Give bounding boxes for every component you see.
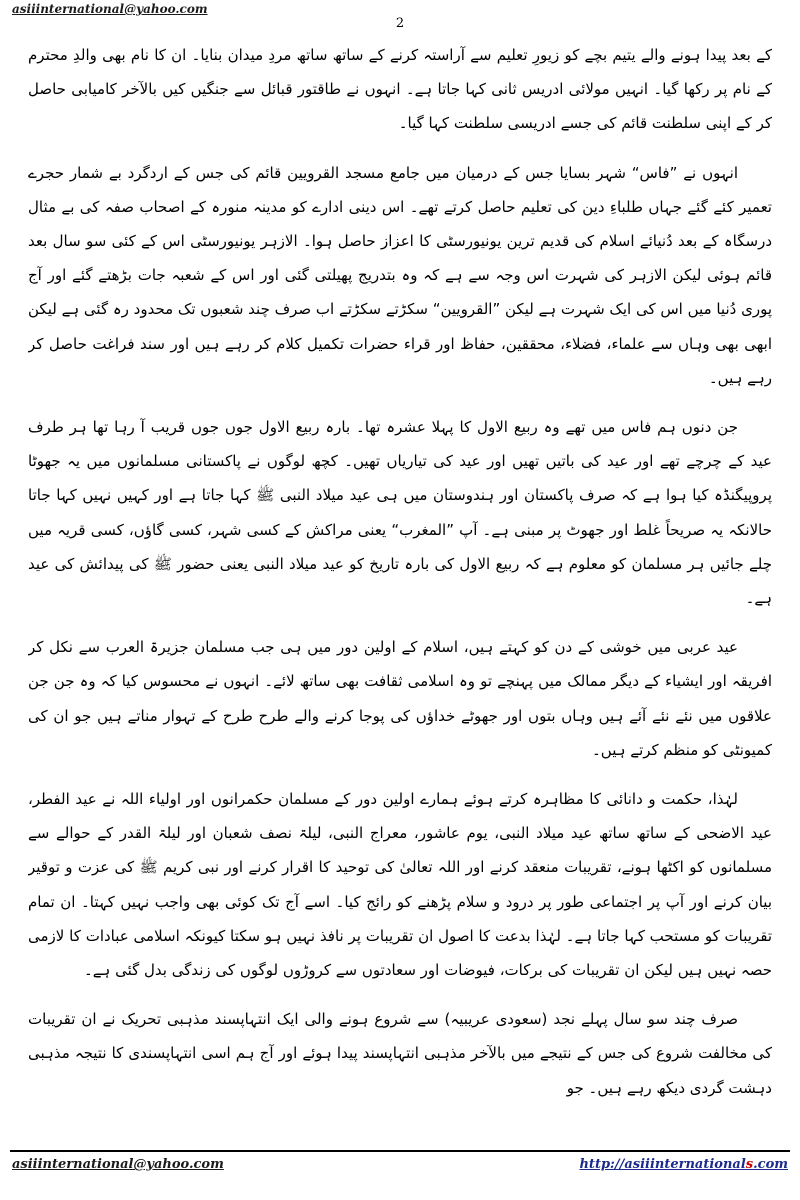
paragraph-3: جن دنوں ہم فاس میں تھے وہ ربیع الاول کا پہلا عشرہ تھا۔ بارہ ربیع الاول جوں جوں قریب آ رہا تھا ہر طرف عید کے چرچے تھے اور عید کی باتیں تھیں اور عید کی تیاریاں تھیں۔ کچھ لوگوں نے پاکستانی مسلمانوں میں یہ جھوٹا پروپیگنڈہ کیا ہوا ہے کہ صرف پاکستان اور ہندوستان میں ہی عید میلاد النبی ﷺ کہا جاتا ہے اور کہیں نہیں کہا جاتا حالانکہ یہ صریحاً غلط اور جھوٹ پر مبنی ہے۔ آپ ”المغرب“ یعنی مراکش کے کسی شہر، کسی گاؤں، کسی قریہ میں چلے جائیں ہر مسلمان کو معلوم ہے کہ ربیع الاول کی بارہ تاریخ کو عید میلاد النبی یعنی حضور ﷺ کی پیدائش کی عید ہے۔	[28, 418, 772, 608]
header-email-link[interactable]: asiiinternational@yahoo.com	[12, 2, 208, 16]
paragraph-4: عید عربی میں خوشی کے دن کو کہتے ہیں، اسلام کے اولین دور میں ہی جب مسلمان جزیرۃ العرب سے نکل کر افریقہ اور ایشیاء کے دیگر ممالک میں پہنچے تو وہ اسلامی ثقافت بھی ساتھ لائے۔ انہوں نے محسوس کیا کہ وہ جن جن علاقوں میں نئے نئے آئے ہیں وہاں بتوں اور جھوٹے خداؤں کی پوجا کرنے والے طرح طرح کے تہوار مناتے ہیں جو ان کی کمیونٹی کو منظم کرتے ہیں۔	[28, 638, 772, 759]
footer-website-link[interactable]	[579, 1157, 788, 1172]
footer-divider	[10, 1150, 790, 1152]
footer-url-part-3: .com	[753, 1157, 788, 1172]
paragraph-1: کے بعد پیدا ہونے والے یتیم بچے کو زیورِ تعلیم سے آراستہ کرنے کے ساتھ ساتھ مردِ میدان بنایا۔ ان کا نام بھی والدِ محترم کے نام پر رکھا گیا۔ انہیں مولائی ادریس ثانی کہا جاتا ہے۔ انہوں نے طاقتور قبائل سے جنگیں کیں بالآخر کامیابی حاصل کر کے اپنی سلطنت قائم کی جسے ادریسی سلطنت کہا گیا۔	[28, 46, 772, 133]
page-number: 2	[395, 16, 405, 31]
document-body	[28, 38, 772, 1138]
paragraph-2: انہوں نے ”فاس“ شہر بسایا جس کے درمیان میں جامع مسجد القرویین قائم کی جس کے اردگرد بے شمار حجرے تعمیر کئے گئے جہاں طلباءِ دین کی تعلیم حاصل کرتے تھے۔ اس دینی ادارے کو مدینہ منورہ کے اصحاب صفہ کی بے مثال درسگاہ کے بعد دُنیائے اسلام کی قدیم ترین یونیورسٹی کا اعزاز حاصل ہوا۔ الازہر یونیورسٹی اس کے کئی سو سال بعد قائم ہوئی لیکن الازہر کی شہرت اس وجہ سے ہے کہ وہ بتدریج پھیلتی گئی اور اس کے شعبہ جات بڑھتے گئے اور آج پوری دُنیا میں اس کی ایک شہرت ہے لیکن ”القرویین“ سکڑتے سکڑتے اب صرف چند شعبوں تک محدود رہ گئی ہے لیکن ابھی بھی وہاں سے علماء، فضلاء، محققین، حفاظ اور قراء حضرات تکمیل کلام کر رہے ہیں اور سند فراغت حاصل کر رہے ہیں۔	[28, 163, 772, 387]
footer-url-part-1: http://asiiinternationa	[579, 1157, 741, 1172]
paragraph-5: لہٰذا، حکمت و دانائی کا مظاہرہ کرتے ہوئے ہمارے اولین دور کے مسلمان حکمرانوں اور اولیاء اللہ نے عید الفطر، عید الاضحی کے ساتھ ساتھ عید میلاد النبی، یوم عاشور، معراج النبی، لیلۃ نصف شعبان اور لیلۃ القدر کے حوالے سے مسلمانوں کو اکٹھا ہونے، تقریبات منعقد کرنے اور اللہ تعالیٰ کی توحید کا اقرار کرنے اور نبی کریم ﷺ کی عزت و توقیر بیان کرنے اور آپ پر اجتماعی طور پر درود و سلام پڑھنے کو رائج کیا۔ اسے آج تک کوئی بھی واجب نہیں کہتا۔ ان تمام تقریبات کو مستحب کہا جاتا ہے۔ لہٰذا بدعت کا اصول ان تقریبات پر نافذ نہیں ہو سکتا کیونکہ اسلامی عبادات کا لازمی حصہ نہیں ہیں لیکن ان تقریبات کی برکات، فیوضات اور سعادتوں سے کروڑوں لوگوں کی زندگی بدل گئی ہے۔	[28, 790, 772, 980]
footer-url-accent: s	[745, 1157, 754, 1172]
footer-url-part-2: l	[740, 1157, 746, 1172]
paragraph-6: صرف چند سو سال پہلے نجد (سعودی عریبیہ) سے شروع ہونے والی ایک انتہاپسند مذہبی تحریک نے ان تقریبات کی مخالفت شروع کی جس کے نتیجے میں بالآخر مذہبی انتہاپسند پیدا ہوئے اور آج ہم اسی انتہاپسندی کا نتیجہ مذہبی دہشت گردی دیکھ رہے ہیں۔ جو	[28, 1010, 772, 1097]
footer-email-link[interactable]: asiiinternational@yahoo.com	[12, 1157, 224, 1172]
